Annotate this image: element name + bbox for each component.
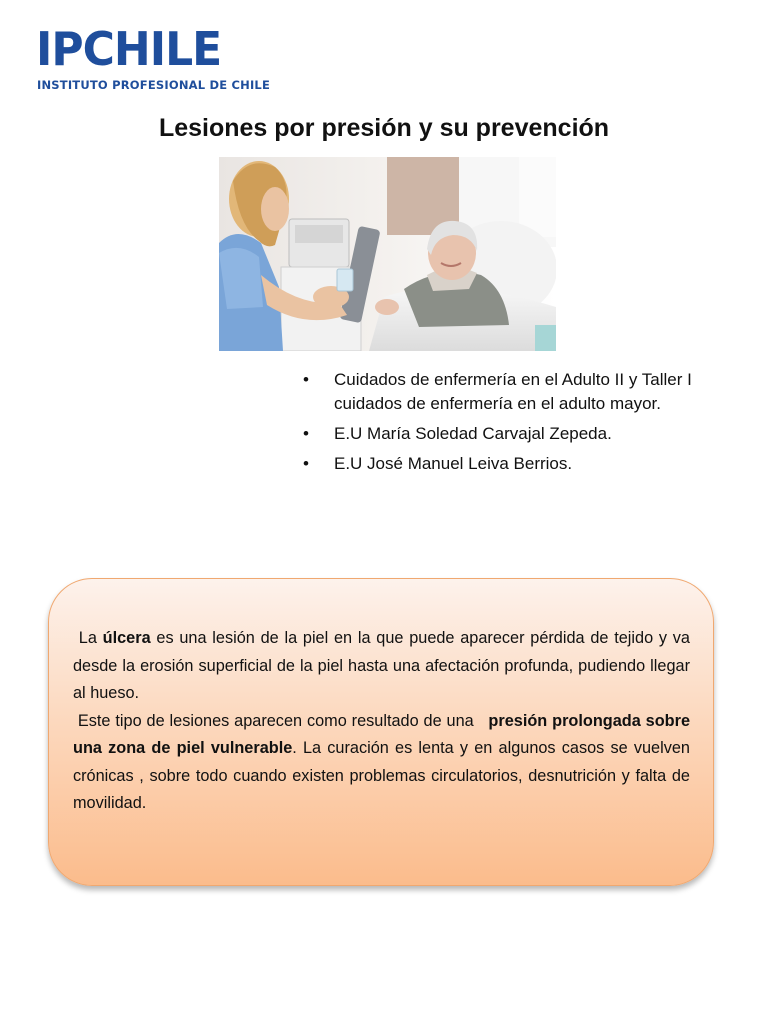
author-name: E.U José Manuel Leiva Berrios. bbox=[334, 454, 573, 473]
text-run: . La curación es lenta y en algunos casos se vuelven crónicas , sobre todo cuando existen problemas circulatorios, desnutrición y falta de movilidad. bbox=[73, 739, 690, 812]
list-item bbox=[303, 422, 763, 446]
credits-list bbox=[303, 368, 763, 482]
bullet: • bbox=[303, 424, 309, 443]
keyword-ulcera: úlcera bbox=[102, 629, 151, 647]
callout-text bbox=[73, 625, 690, 818]
list-item bbox=[303, 452, 763, 476]
list-item bbox=[303, 368, 763, 416]
logo-wordmark: IPCHILE bbox=[36, 22, 222, 77]
text-run: es una lesión de la piel en la que puede aparecer pérdida de tejido y va desde la erosión superficial de la piel hasta una afectación profunda, pudiendo llegar al hueso. bbox=[73, 629, 690, 702]
logo-subtitle: INSTITUTO PROFESIONAL DE CHILE bbox=[37, 78, 271, 92]
keyword-presion: presión prolongada sobre una zona de piel vulnerable bbox=[73, 711, 690, 757]
text-run: Este tipo de lesiones aparecen como resultado de una bbox=[77, 711, 474, 730]
definition-callout bbox=[48, 578, 714, 886]
bullet: • bbox=[303, 370, 309, 389]
nurse-with-elderly-patient-photo bbox=[219, 157, 556, 351]
author-name: E.U María Soledad Carvajal Zepeda. bbox=[334, 424, 612, 443]
course-name: Cuidados de enfermería en el Adulto II y Taller I cuidados de enfermería en el adulto mayor. bbox=[334, 370, 692, 413]
ipchile-logo bbox=[36, 22, 271, 92]
cause-paragraph bbox=[73, 708, 690, 818]
page-title: Lesiones por presión y su prevención bbox=[158, 114, 610, 142]
text-run: La bbox=[78, 629, 97, 647]
bullet: • bbox=[303, 454, 309, 473]
definition-paragraph bbox=[73, 625, 690, 708]
